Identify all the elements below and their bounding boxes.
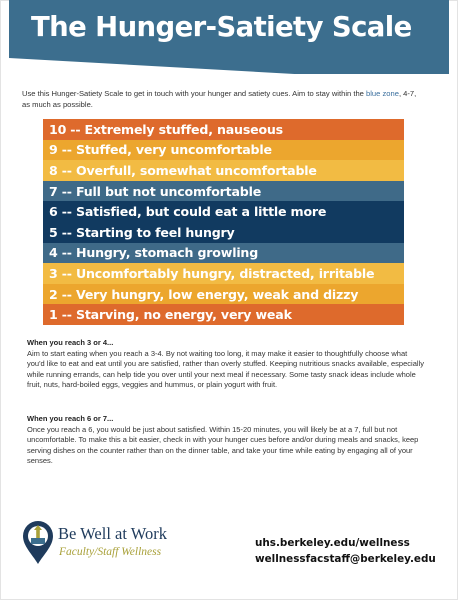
section-6-7-heading: When you reach 6 or 7... [27,414,114,423]
section-6-7 [27,414,425,467]
scale-row: 1 -- Starving, no energy, very weak [43,304,404,325]
hunger-scale [43,119,404,325]
contact-info [255,535,450,567]
section-3-4-heading: When you reach 3 or 4... [27,338,114,347]
page-title: The Hunger-Satiety Scale [31,11,412,43]
intro-blue-zone: blue zone [366,89,399,98]
section-3-4-body: Aim to start eating when you reach a 3-4. By not waiting too long, it may make it easier to thoughtfully choose what you'd like to eat and eat until you are satisfied, rather than overly stuffed. Keeping nutritious snacks available, especially while running errands, can help tide you over until your next meal if necessary. Some tasty snack ideas include whole fruit, nuts, hard-boiled eggs, veggies and hummus, or plain yogurt with fruit. [27,348,424,390]
intro-text-before: Use this Hunger-Satiety Scale to get in touch with your hunger and satiety cues. Aim to stay within the [22,89,367,98]
scale-row: 10 -- Extremely stuffed, nauseous [43,119,404,140]
be-well-logo [22,521,202,571]
section-3-4 [27,338,425,391]
scale-row: 4 -- Hungry, stomach growling [43,243,404,264]
scale-row: 3 -- Uncomfortably hungry, distracted, irritable [43,263,404,284]
scale-row: 7 -- Full but not uncomfortable [43,181,404,202]
scale-row: 6 -- Satisfied, but could eat a little more [43,201,404,222]
intro-text [22,89,422,110]
scale-row: 5 -- Starting to feel hungry [43,222,404,243]
logo-title: Be Well at Work [58,524,168,543]
pin-icon [22,521,54,565]
intro-text-after: , 4-7, as much as possible. [22,89,417,109]
section-6-7-body: Once you reach a 6, you would be just about satisfied. Within 15-20 minutes, you will likely be at a 7, full but not uncomfortable. To make this a bit easier, check in with your hunger cues before and/or during meals and snacks, keep serving dishes on the counter rather than on the dinner table, and take your time while eating by engaging all of your senses. [27,424,419,466]
scale-row: 9 -- Stuffed, very uncomfortable [43,140,404,161]
contact-url[interactable]: uhs.berkeley.edu/wellness [255,537,410,549]
scale-row: 2 -- Very hungry, low energy, weak and dizzy [43,284,404,305]
scale-row: 8 -- Overfull, somewhat uncomfortable [43,160,404,181]
contact-email[interactable]: wellnessfacstaff@berkeley.edu [255,553,436,565]
logo-subtitle: Faculty/Staff Wellness [59,546,162,558]
